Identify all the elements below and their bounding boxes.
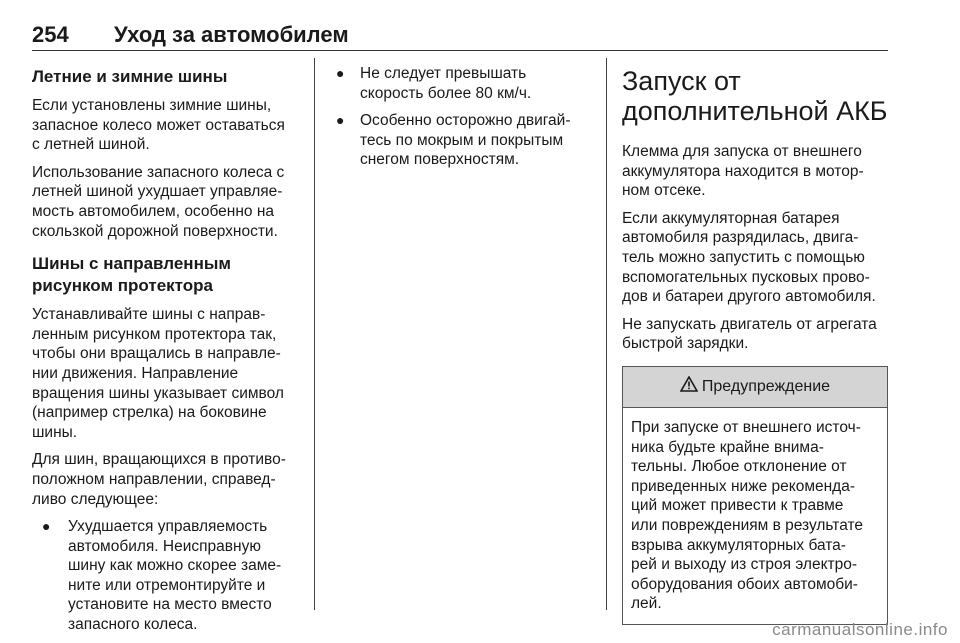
warning-triangle-icon bbox=[680, 376, 698, 397]
warning-label: Предупреждение bbox=[701, 377, 831, 395]
column-3 bbox=[622, 58, 888, 625]
watermark: carmanualsonline.info bbox=[772, 620, 948, 639]
list-item-text: Не следует превышать скорость более 80 км/ч. bbox=[360, 65, 532, 102]
list-item-text: Ухудшается управляемость автомобиля. Неисправную шину как можно скорее заме- ните или отремонтируйте и установите на место вместо запасного колеса. bbox=[68, 518, 282, 634]
warning-box bbox=[622, 366, 888, 625]
section-title-directional-tires: Шины с направленным рисунком протектора bbox=[32, 254, 231, 296]
list-item bbox=[36, 517, 304, 635]
warning-text: При запуске от внешнего источ- ника будьте крайне внима- тельны. Любое отклонение от приведенных ниже рекоменда- ций может привести к травме или повреждениям в результате взрыва аккумуляторных бата- рей и выходу из строя электро- оборудования обоих автомоби- лей. bbox=[631, 418, 864, 613]
bullet-dot: ● bbox=[42, 518, 51, 535]
bullet-list bbox=[330, 64, 592, 170]
section-title-jump-start: Запуск от дополнительной АКБ bbox=[622, 66, 888, 126]
paragraph: Не запускать двигатель от агрегата быстрой зарядки. bbox=[622, 315, 877, 353]
bullet-list bbox=[36, 517, 304, 635]
column-divider-1 bbox=[314, 58, 315, 610]
header-rule bbox=[32, 50, 888, 51]
paragraph: Если аккумуляторная батарея автомобиля разрядилась, двига- тель можно запустить с помощью вспомогательных пусковых прово- дов и батареи другого автомобиля. bbox=[622, 209, 876, 306]
bullet-dot: ● bbox=[336, 65, 345, 81]
paragraph: Клемма для запуска от внешнего аккумулятора находится в мотор- ном отсеке. bbox=[622, 143, 864, 200]
list-item bbox=[330, 111, 592, 170]
column-divider-2 bbox=[606, 58, 607, 610]
paragraph: Если установлены зимние шины, запасное колесо может оставаться с летней шиной. bbox=[32, 97, 285, 154]
bullet-dot: ● bbox=[336, 112, 345, 129]
list-item bbox=[330, 64, 592, 103]
paragraph: Использование запасного колеса с летней шиной ухудшает управляе- мость автомобилем, особенно на скользкой дорожной поверхности. bbox=[32, 163, 285, 240]
paragraph: Устанавливайте шины с направ- ленным рисунком протектора так, чтобы они вращались в направле- нии движения. Направление вращения шины указывает символ (например стрелка) на боковине шины. bbox=[32, 306, 284, 441]
column-1 bbox=[32, 58, 304, 643]
section-title-summer-winter-tires: Летние и зимние шины bbox=[32, 67, 228, 86]
page-number: 254 bbox=[32, 22, 69, 47]
warning-body bbox=[623, 408, 887, 624]
list-item-text: Особенно осторожно двигай- тесь по мокрым и покрытым снегом поверхностям. bbox=[360, 112, 571, 169]
chapter-title: Уход за автомобилем bbox=[114, 22, 349, 47]
page-header bbox=[32, 22, 888, 52]
paragraph: Для шин, вращающихся в противо- положном направлении, справед- ливо следующее: bbox=[32, 451, 286, 508]
column-2 bbox=[330, 58, 592, 178]
warning-header bbox=[623, 367, 887, 408]
